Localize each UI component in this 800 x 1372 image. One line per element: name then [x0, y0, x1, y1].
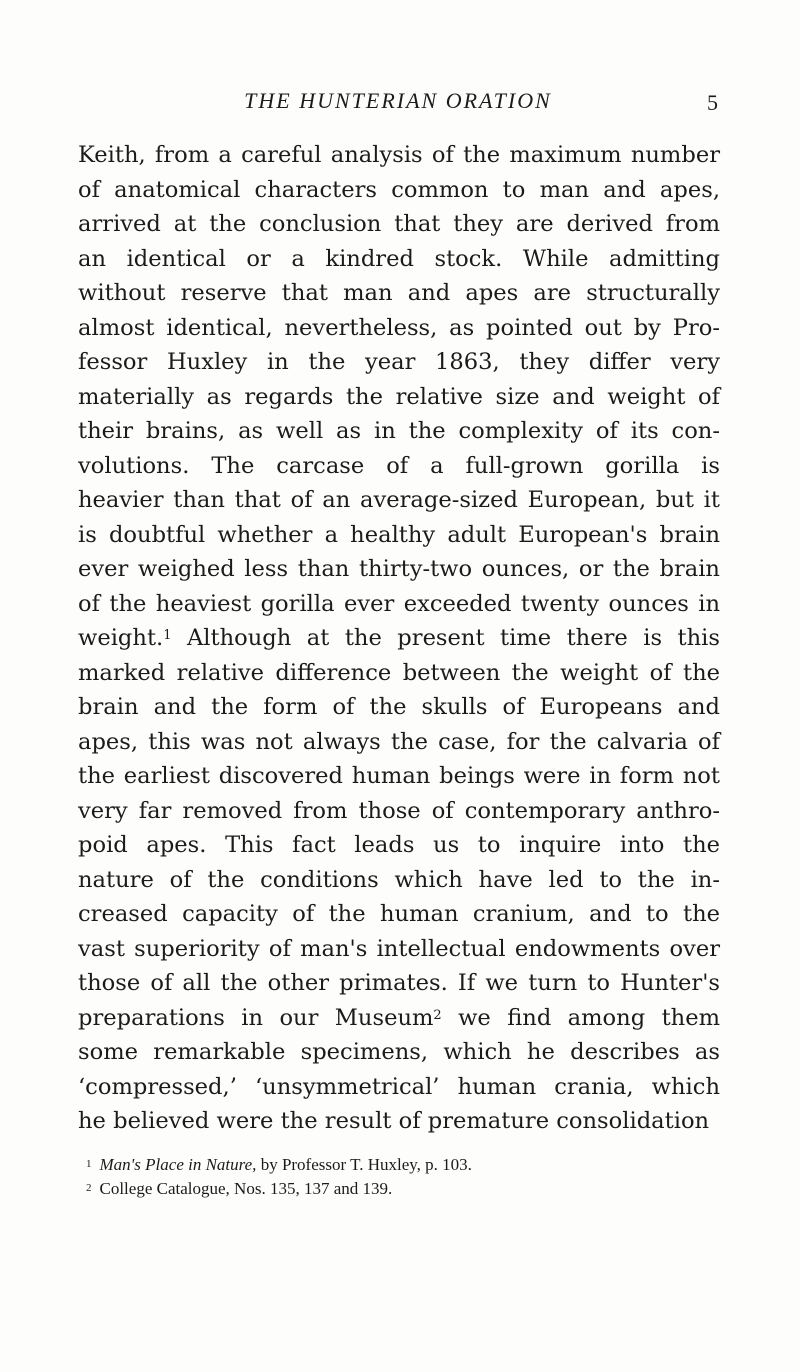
text-line: the earliest discovered human beings were in form not: [78, 763, 720, 789]
text-line: Keith, from a careful analysis of the maximum number: [78, 142, 720, 168]
text-line: very far removed from those of contemporary anthro-: [78, 797, 720, 824]
text-line: ‘compressed,’ ‘unsymmetrical’ human crania, which: [78, 1073, 720, 1100]
text-line: of the heaviest gorilla ever exceeded twenty ounces in: [78, 590, 720, 617]
text-line: brain and the form of the skulls of Europeans and: [78, 694, 720, 720]
text-line: is doubtful whether a healthy adult European's brain: [78, 521, 720, 548]
footnote-reference: 2: [433, 1007, 442, 1023]
text-line: volutions. The carcase of a full-grown gorilla is: [78, 452, 720, 479]
text-line: nature of the conditions which have led to the in-: [78, 866, 720, 893]
text-line: almost identical, nevertheless, as pointed out by Pro-: [78, 314, 720, 341]
footnote-title: Man's Place in Nature,: [99, 1155, 257, 1174]
text-line: he believed were the result of premature consolidation: [78, 1108, 710, 1134]
text-line: [78, 621, 720, 656]
text-line: materially as regards the relative size and weight of: [78, 383, 720, 410]
text-segment: preparations in our Museum: [78, 1004, 434, 1031]
text-line: heavier than that of an average-sized European, but it: [78, 487, 720, 513]
text-line: ever weighed less than thirty-two ounces, or the brain: [78, 556, 720, 582]
text-line: poid apes. This fact leads us to inquire into the: [78, 832, 720, 858]
text-segment: we find among them: [441, 1004, 720, 1031]
text-line: some remarkable specimens, which he describes as: [78, 1039, 720, 1065]
footnotes: [78, 1153, 720, 1201]
footnote-text: College Catalogue, Nos. 135, 137 and 139.: [99, 1179, 393, 1198]
text-line: vast superiority of man's intellectual endowments over: [78, 935, 720, 962]
text-line: their brains, as well as in the complexity of its con-: [78, 418, 720, 444]
footnote-reference: 1: [163, 628, 172, 643]
text-line: those of all the other primates. If we turn to Hunter's: [78, 970, 720, 996]
text-line: marked relative difference between the weight of the: [78, 659, 720, 686]
text-line: of anatomical characters common to man and apes,: [78, 176, 720, 203]
running-header: [78, 88, 718, 120]
text-line: [78, 1001, 720, 1036]
footnote: [78, 1153, 720, 1177]
text-line: apes, this was not always the case, for the calvaria of: [78, 728, 720, 755]
text-line: an identical or a kindred stock. While admitting: [78, 245, 720, 272]
running-title: THE HUNTERIAN ORATION: [244, 88, 552, 113]
footnote-mark: 2: [86, 1182, 92, 1194]
body-text: [78, 138, 720, 1139]
text-line: fessor Huxley in the year 1863, they differ very: [78, 349, 720, 375]
text-line: without reserve that man and apes are structurally: [78, 280, 720, 306]
footnote-mark: 1: [86, 1158, 92, 1170]
text-segment: weight.: [78, 625, 164, 651]
footnote-text: by Professor T. Huxley, p. 103.: [256, 1155, 472, 1174]
page-number: 5: [707, 90, 718, 115]
text-line: arrived at the conclusion that they are derived from: [78, 211, 720, 237]
text-line: creased capacity of the human cranium, and to the: [78, 901, 720, 927]
footnote: [78, 1177, 720, 1201]
text-segment: Although at the present time there is this: [171, 625, 720, 651]
